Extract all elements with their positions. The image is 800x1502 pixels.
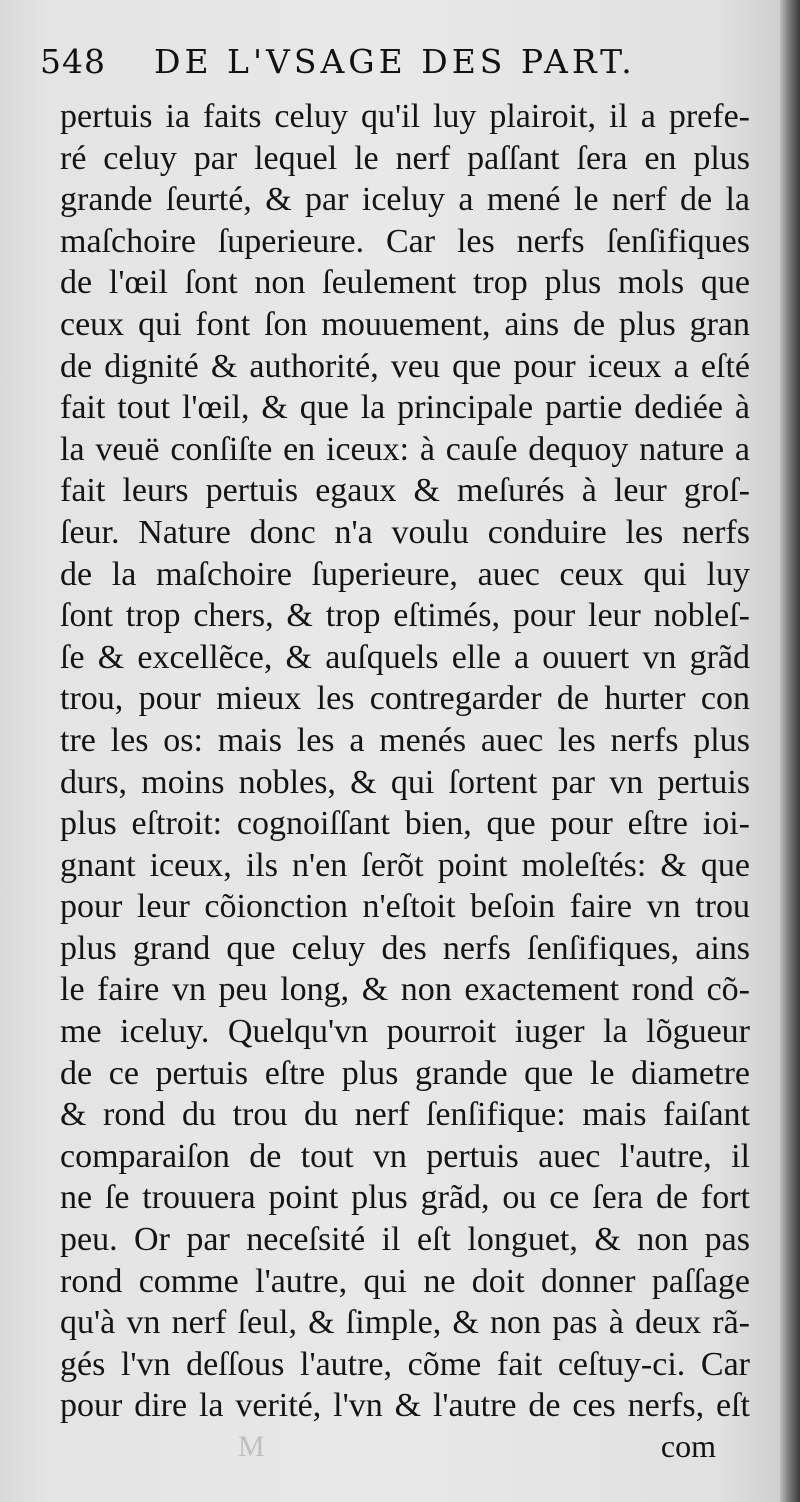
text-line: qu'à vn nerf ſeul, & ſimple, & non pas à deux rã- [60,1304,750,1342]
text-line: tre les os: mais les a menés auec les nerfs plus [60,721,750,759]
text-line: & rond du trou du nerf ſenſifique: mais faiſant [60,1096,750,1134]
text-line: de ce pertuis eſtre plus grande que le diametre [60,1054,750,1092]
text-line: rond comme l'autre, qui ne doit donner paſſage [60,1262,750,1300]
text-line: ne ſe trouuera point plus grãd, ou ce ſera de fort [60,1179,750,1217]
page-number: 548 [40,42,106,81]
text-line: maſchoire ſuperieure. Car les nerfs ſenſifiques [60,222,750,260]
body-text [60,96,750,1427]
text-line: de l'œil ſont non ſeulement trop plus mols que [60,264,750,302]
bleed-through-mark: M [238,1430,265,1463]
text-line: pertuis ia faits celuy qu'il luy plairoit, il a prefe- [60,98,750,135]
text-line: comparaiſon de tout vn pertuis auec l'autre, il [60,1137,750,1175]
text-line: pour dire la verité, l'vn & l'autre de ces nerfs, eſt [60,1387,750,1425]
page-header [36,40,756,90]
catchword: com [660,1428,716,1464]
text-line: de dignité & authorité, veu que pour iceux a eſté [60,347,750,385]
text-line: me iceluy. Quelqu'vn pourroit iuger la lõgueur [60,1013,750,1051]
text-line: trou, pour mieux les contregarder de hurter con [60,680,750,718]
running-head: DE L'VSAGE DES PART. [154,42,636,81]
text-line: fait tout l'œil, & que la principale partie dediée à [60,389,750,427]
text-line: ſeur. Nature donc n'a voulu conduire les nerfs [60,513,750,551]
text-line: fait leurs pertuis egaux & meſurés à leur groſ- [60,472,750,510]
text-line: gnant iceux, ils n'en ſerõt point moleſtés: & que [60,846,750,884]
text-line: durs, moins nobles, & qui ſortent par vn pertuis [60,763,750,801]
text-line: plus grand que celuy des nerfs ſenſifiques, ains [60,929,750,967]
text-line: de la maſchoire ſuperieure, auec ceux qui luy [60,555,750,593]
text-line: ceux qui font ſon mouuement, ains de plus gran [60,305,750,343]
text-line: ſont trop chers, & trop eſtimés, pour leur nobleſ- [60,597,750,635]
text-line: ré celuy par lequel le nerf paſſant ſera en plus [60,139,750,177]
text-line: ſe & excellẽce, & auſquels elle a ouuert vn grãd [60,638,750,676]
text-line: gés l'vn deſſous l'autre, cõme fait ceſtuy-ci. Car [60,1345,750,1383]
text-line: peu. Or par neceſsité il eſt longuet, & non pas [60,1221,750,1259]
text-line: plus eſtroit: cognoiſſant bien, que pour eſtre ioi- [60,805,750,843]
text-line: la veuë conſiſte en iceux: à cauſe dequoy nature a [60,430,750,468]
text-line: grande ſeurté, & par iceluy a mené le nerf de la [60,181,750,219]
text-line: pour leur cõionction n'eſtoit beſoin faire vn trou [60,888,750,926]
text-line: le faire vn peu long, & non exactement rond cõ- [60,971,750,1009]
book-edge-shadow [780,0,800,1502]
